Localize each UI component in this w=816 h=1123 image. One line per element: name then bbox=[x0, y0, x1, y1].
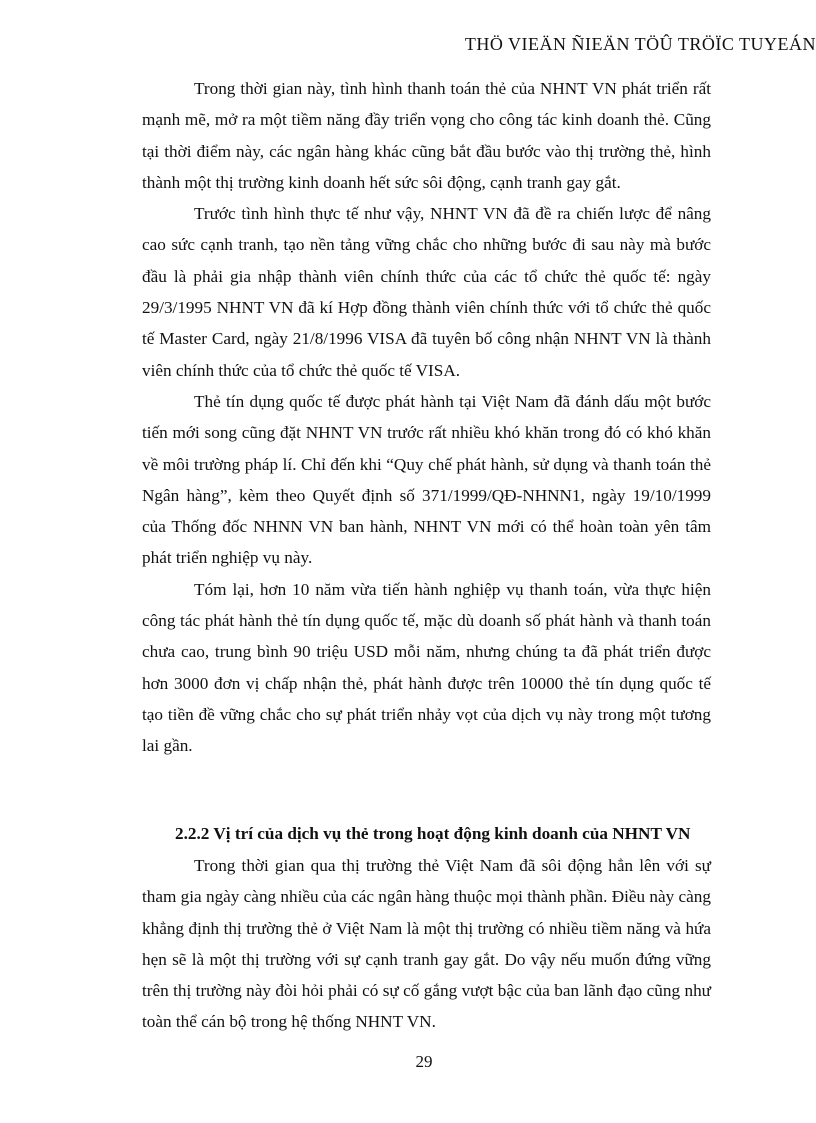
paragraph-4: Tóm lại, hơn 10 năm vừa tiến hành nghiệp vụ thanh toán, vừa thực hiện công tác phát hành thẻ tín dụng quốc tế, mặc dù doanh số phát hành và thanh toán chưa cao, trung bình 90 triệu USD mỗi năm, nhưng chúng ta đã phát triển được hơn 3000 đơn vị chấp nhận thẻ, phát hành được trên 10000 thẻ tín dụng quốc tế tạo tiền đề vững chắc cho sự phát triển nhảy vọt của dịch vụ này trong một tương lai gần. bbox=[142, 579, 711, 756]
page-number: 29 bbox=[415, 1052, 433, 1071]
paragraph-3: Thẻ tín dụng quốc tế được phát hành tại Việt Nam đã đánh dấu một bước tiến mới song cũng đặt NHNT VN trước rất nhiều khó khăn trong đó có khó khăn về môi trường pháp lí. Chỉ đến khi “Quy chế phát hành, sử dụng và thanh toán thẻ Ngân hàng”, kèm theo Quyết định số 371/1999/QĐ-NHNN1, ngày 19/10/1999 của Thống đốc NHNN VN ban hành, NHNT VN mới có thể hoàn toàn yên tâm phát triển nghiệp vụ này. bbox=[142, 391, 711, 568]
paragraph-1: Trong thời gian này, tình hình thanh toán thẻ của NHNT VN phát triển rất mạnh mẽ, mở ra một tiềm năng đầy triển vọng cho công tác kinh doanh thẻ. Cũng tại thời điểm này, các ngân hàng khác cũng bắt đầu bước vào thị trường thẻ, hình thành một thị trường kinh doanh hết sức sôi động, cạnh tranh gay gắt. bbox=[142, 79, 711, 192]
running-header: THÖ VIEÄN ÑIEÄN TÖÛ TRÖÏC TUYEÁN bbox=[464, 34, 816, 54]
section-paragraph: Trong thời gian qua thị trường thẻ Việt Nam đã sôi động hẳn lên với sự tham gia ngày càng nhiều của các ngân hàng thuộc mọi thành phần. Điều này càng khẳng định thị trường thẻ ở Việt Nam là một thị trường có nhiều tiềm năng và hứa hẹn sẽ là một thị trường với sự cạnh tranh gay gắt. Do vậy nếu muốn đứng vững trên thị trường này đòi hỏi phải có sự cố gắng vượt bậc của ban lãnh đạo cũng như toàn thể cán bộ trong hệ thống NHNT VN. bbox=[142, 856, 711, 1032]
paragraph-2: Trước tình hình thực tế như vậy, NHNT VN đã đề ra chiến lược để nâng cao sức cạnh tranh, tạo nền tảng vững chắc cho những bước đi sau này mà bước đầu là phải gia nhập thành viên chính thức của các tổ chức thẻ quốc tế: ngày 29/3/1995 NHNT VN đã kí Hợp đồng thành viên chính thức với tổ chức thẻ quốc tế Master Card, ngày 21/8/1996 VISA đã tuyên bố công nhận NHNT VN là thành viên chính thức của tổ chức thẻ quốc tế VISA. bbox=[142, 204, 711, 380]
section-heading: 2.2.2 Vị trí của dịch vụ thẻ trong hoạt động kinh doanh của NHNT VN bbox=[175, 824, 691, 843]
section-body bbox=[142, 850, 711, 1038]
body-text bbox=[142, 73, 711, 762]
